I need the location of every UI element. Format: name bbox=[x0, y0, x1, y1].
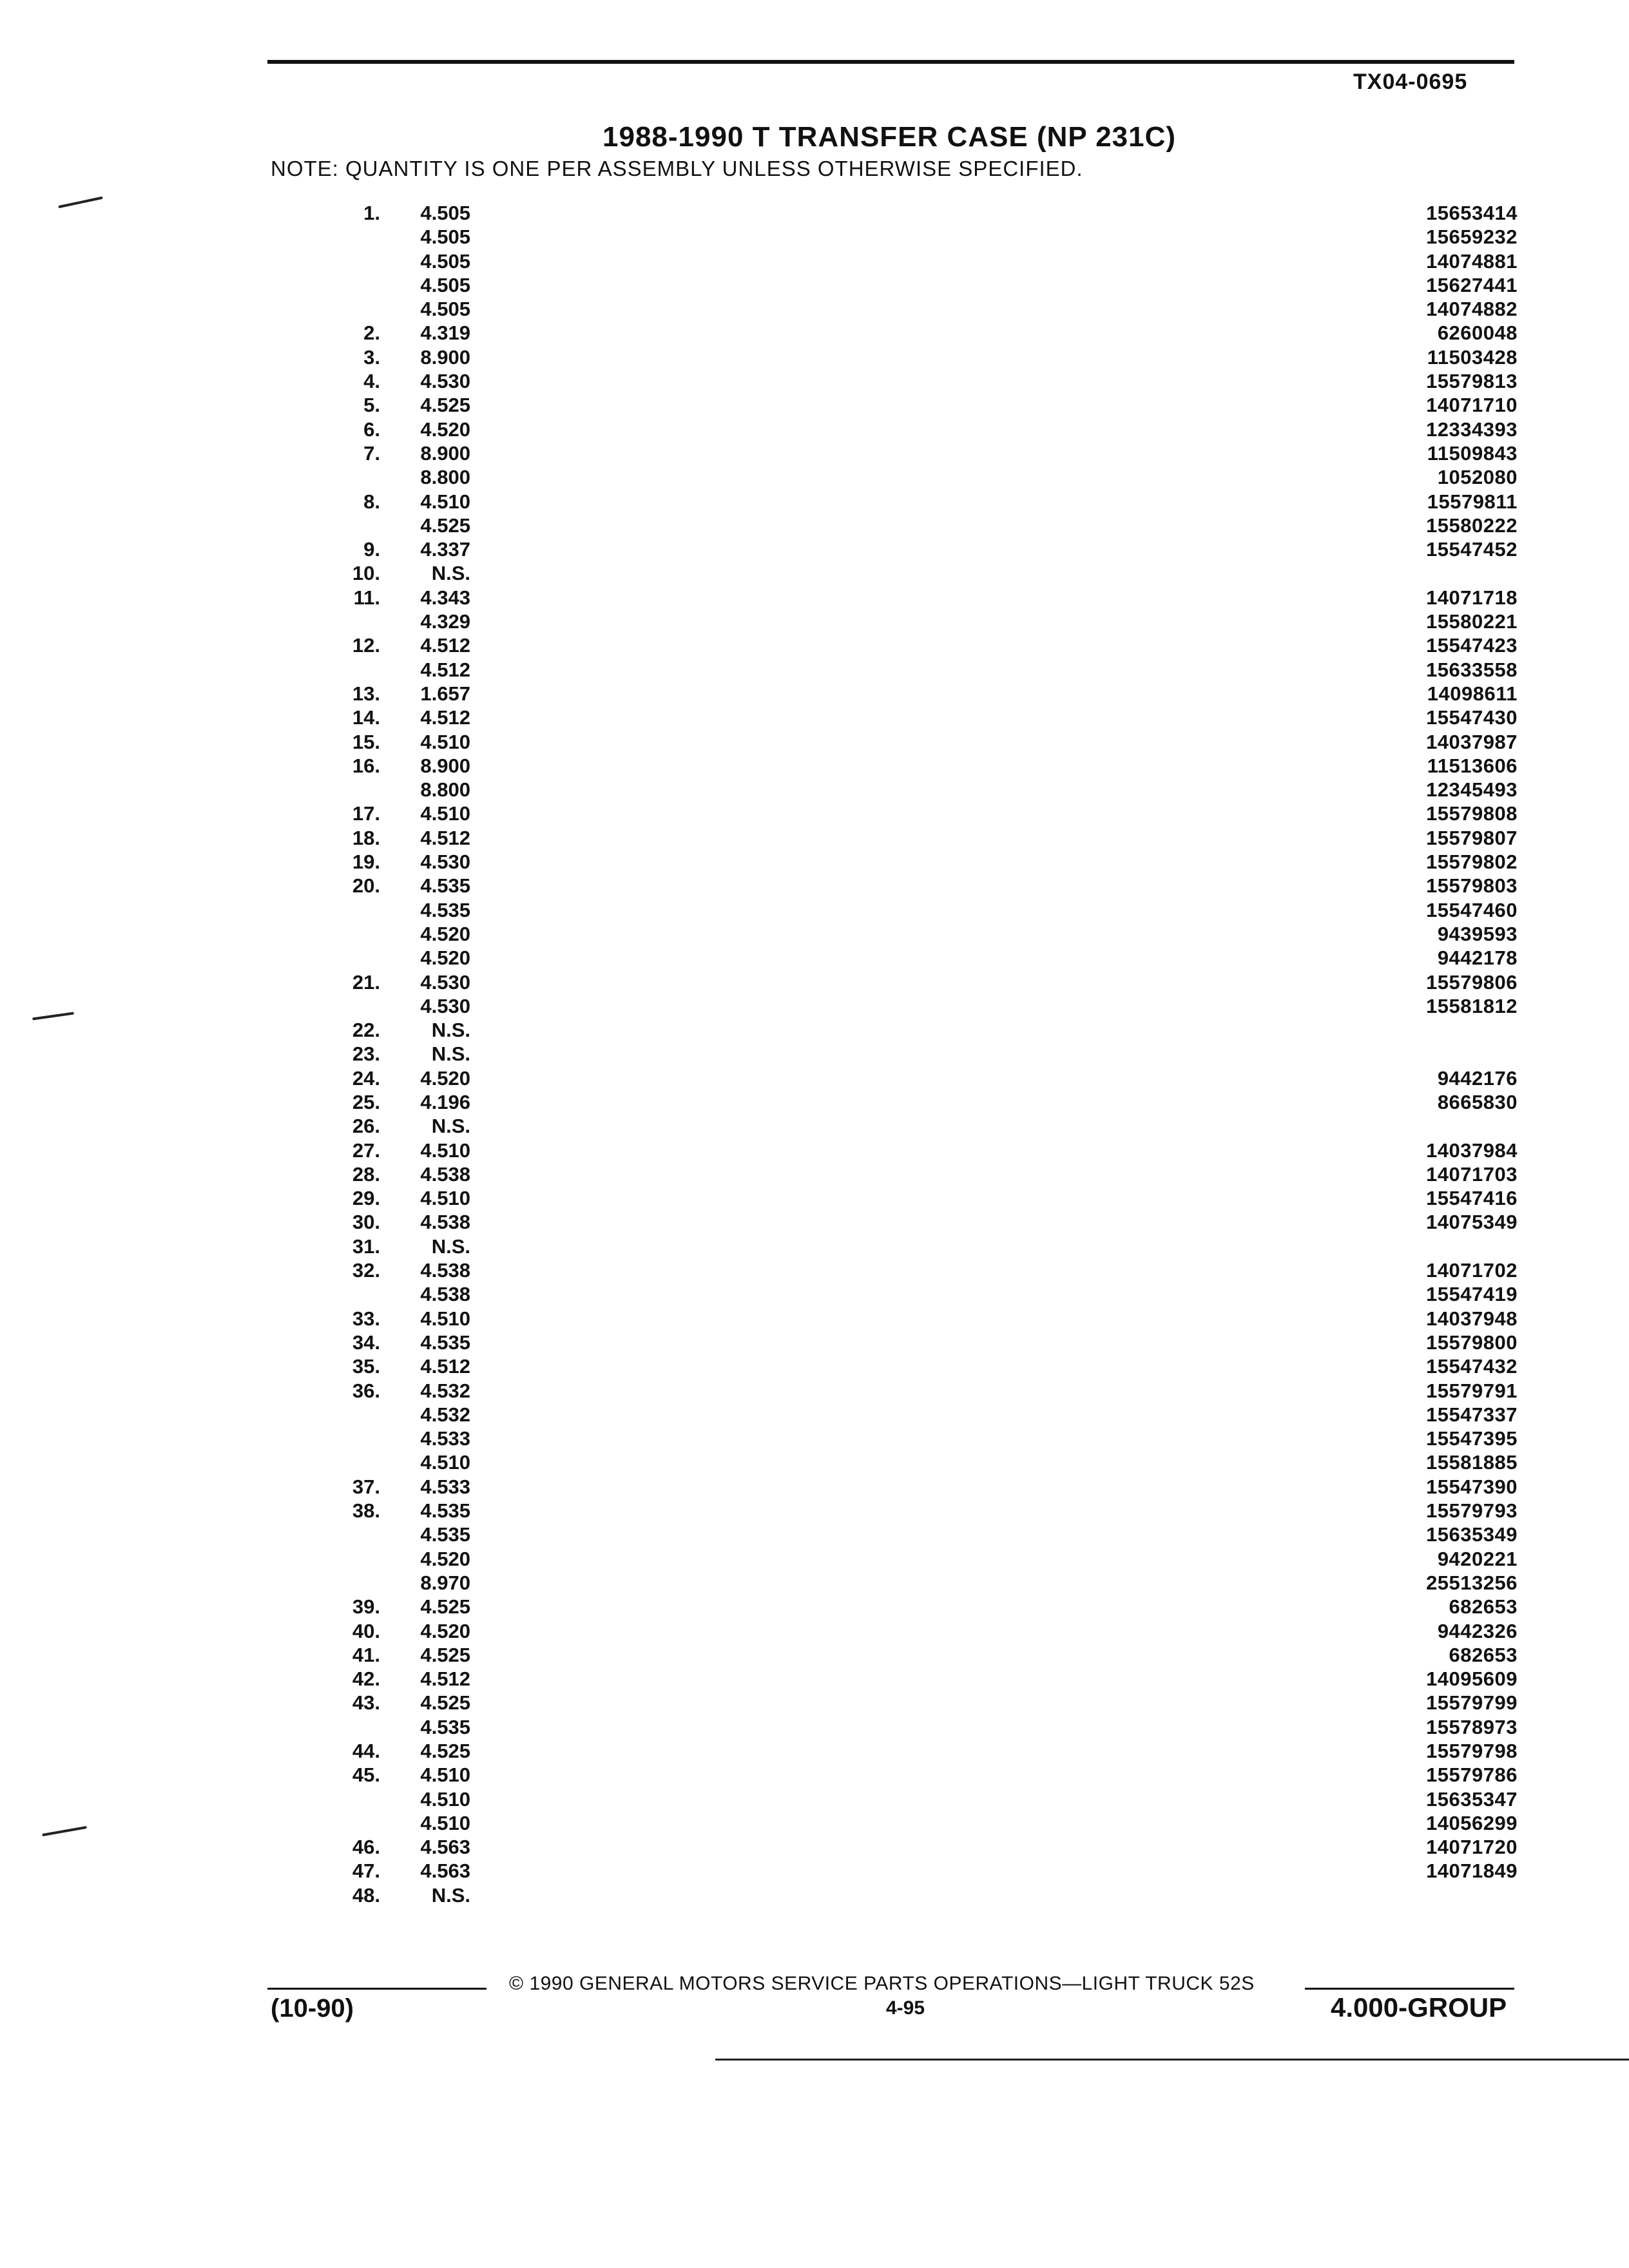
part-number: 15581812 bbox=[1426, 994, 1518, 1017]
group-number: 8.970 bbox=[420, 1571, 470, 1594]
part-row bbox=[0, 1427, 1629, 1450]
group-number: 4.512 bbox=[420, 706, 470, 729]
group-number: 8.800 bbox=[420, 466, 470, 489]
part-row bbox=[0, 1499, 1629, 1523]
part-number: 9439593 bbox=[1437, 922, 1518, 945]
part-number: 15580222 bbox=[1426, 514, 1518, 537]
part-number: 12345493 bbox=[1426, 778, 1518, 802]
group-number: 4.533 bbox=[420, 1427, 470, 1450]
part-row bbox=[0, 273, 1629, 297]
part-number: 14037984 bbox=[1426, 1139, 1518, 1162]
part-number: 15547419 bbox=[1426, 1283, 1518, 1306]
group-number: 4.512 bbox=[420, 658, 470, 681]
part-number: 9442326 bbox=[1437, 1619, 1518, 1642]
group-label: 4.000-GROUP bbox=[1331, 1992, 1507, 2023]
part-row bbox=[0, 465, 1629, 489]
part-number: 15579791 bbox=[1426, 1379, 1518, 1402]
group-number: 4.535 bbox=[420, 1331, 470, 1354]
part-row bbox=[0, 1114, 1629, 1138]
part-number: 15579811 bbox=[1427, 490, 1518, 513]
item-number: 40. bbox=[352, 1619, 380, 1642]
item-number: 48. bbox=[352, 1883, 380, 1907]
part-row bbox=[0, 754, 1629, 778]
part-number: 14098611 bbox=[1427, 682, 1518, 705]
revision-date: (10-90) bbox=[271, 1994, 354, 2023]
item-number: 22. bbox=[352, 1019, 380, 1042]
part-number: 15579806 bbox=[1426, 970, 1518, 994]
group-number: N.S. bbox=[431, 1235, 470, 1258]
part-row bbox=[0, 1331, 1629, 1354]
part-number: 14071849 bbox=[1426, 1860, 1518, 1883]
part-number: 15579807 bbox=[1426, 826, 1518, 849]
part-number: 15580221 bbox=[1426, 610, 1518, 633]
part-number: 15547452 bbox=[1426, 538, 1518, 561]
group-number: 4.510 bbox=[420, 730, 470, 753]
part-row bbox=[0, 1715, 1629, 1739]
part-number: 14071718 bbox=[1426, 586, 1518, 609]
group-number: 4.530 bbox=[420, 850, 470, 874]
part-row bbox=[0, 1667, 1629, 1691]
item-number: 5. bbox=[363, 394, 380, 417]
part-row bbox=[0, 1018, 1629, 1042]
group-number: 8.800 bbox=[420, 778, 470, 802]
part-row bbox=[0, 633, 1629, 657]
group-number: 4.505 bbox=[420, 226, 470, 249]
part-row bbox=[0, 826, 1629, 850]
item-number: 24. bbox=[352, 1066, 380, 1090]
part-number: 15547390 bbox=[1426, 1475, 1518, 1498]
part-row bbox=[0, 1066, 1629, 1090]
part-row bbox=[0, 586, 1629, 610]
part-number: 11503428 bbox=[1427, 345, 1518, 369]
part-number: 8665830 bbox=[1437, 1090, 1518, 1113]
group-number: 4.520 bbox=[420, 1547, 470, 1570]
item-number: 9. bbox=[363, 538, 380, 561]
group-number: 4.520 bbox=[420, 1619, 470, 1642]
part-row bbox=[0, 658, 1629, 682]
part-number: 15547423 bbox=[1426, 634, 1518, 657]
part-number: 14071720 bbox=[1426, 1836, 1518, 1859]
part-row bbox=[0, 1547, 1629, 1571]
group-number: 1.657 bbox=[420, 682, 470, 705]
group-number: 4.520 bbox=[420, 1066, 470, 1090]
item-number: 15. bbox=[352, 730, 380, 753]
part-number: 14074881 bbox=[1426, 249, 1518, 273]
part-number: 15547460 bbox=[1426, 898, 1518, 921]
part-row bbox=[0, 1139, 1629, 1162]
part-row bbox=[0, 1307, 1629, 1331]
copyright-text: © 1990 GENERAL MOTORS SERVICE PARTS OPERATIONS—LIGHT TRUCK 52S bbox=[509, 1973, 1255, 1994]
part-number: 682653 bbox=[1449, 1595, 1518, 1619]
part-row bbox=[0, 249, 1629, 273]
group-number: 4.505 bbox=[420, 273, 470, 296]
group-number: 4.525 bbox=[420, 514, 470, 537]
part-number: 1052080 bbox=[1437, 466, 1518, 489]
item-number: 30. bbox=[352, 1211, 380, 1234]
part-row bbox=[0, 610, 1629, 633]
item-number: 28. bbox=[352, 1162, 380, 1186]
part-row bbox=[0, 1186, 1629, 1210]
group-number: 4.538 bbox=[420, 1259, 470, 1282]
part-number: 15635347 bbox=[1426, 1787, 1518, 1811]
item-number: 35. bbox=[352, 1355, 380, 1378]
part-row bbox=[0, 345, 1629, 369]
part-number: 15633558 bbox=[1426, 658, 1518, 681]
part-row bbox=[0, 1763, 1629, 1787]
part-number: 9420221 bbox=[1437, 1547, 1518, 1570]
part-number: 6260048 bbox=[1437, 322, 1518, 345]
group-number: 4.510 bbox=[420, 1187, 470, 1210]
group-number: 8.900 bbox=[420, 754, 470, 777]
group-number: 4.329 bbox=[420, 610, 470, 633]
group-number: 4.535 bbox=[420, 1499, 470, 1523]
group-number: 4.510 bbox=[420, 1451, 470, 1474]
part-number: 15635349 bbox=[1426, 1523, 1518, 1546]
item-number: 23. bbox=[352, 1043, 380, 1066]
part-number: 15579798 bbox=[1426, 1740, 1518, 1762]
group-number: 4.196 bbox=[420, 1090, 470, 1113]
part-number: 11509843 bbox=[1427, 441, 1518, 465]
group-number: 4.532 bbox=[420, 1403, 470, 1426]
part-row bbox=[0, 802, 1629, 825]
group-number: 4.510 bbox=[420, 1139, 470, 1162]
part-row bbox=[0, 730, 1629, 754]
part-number: 15547416 bbox=[1426, 1187, 1518, 1210]
part-row bbox=[0, 1571, 1629, 1595]
group-number: 4.563 bbox=[420, 1836, 470, 1859]
group-number: 4.505 bbox=[420, 202, 470, 224]
part-number: 9442176 bbox=[1437, 1066, 1518, 1090]
group-number: 4.538 bbox=[420, 1211, 470, 1234]
part-number: 682653 bbox=[1449, 1643, 1518, 1666]
group-number: 4.525 bbox=[420, 394, 470, 417]
group-number: 4.505 bbox=[420, 249, 470, 273]
part-number: 15579793 bbox=[1426, 1499, 1518, 1523]
item-number: 13. bbox=[352, 682, 380, 705]
parts-list bbox=[0, 201, 1629, 1907]
part-row bbox=[0, 1282, 1629, 1306]
part-number: 15579802 bbox=[1426, 850, 1518, 874]
part-number: 15579813 bbox=[1426, 370, 1518, 393]
item-number: 37. bbox=[352, 1475, 380, 1498]
item-number: 25. bbox=[352, 1090, 380, 1113]
part-row bbox=[0, 1739, 1629, 1763]
part-number: 14074882 bbox=[1426, 298, 1518, 321]
group-number: 4.530 bbox=[420, 370, 470, 393]
part-row bbox=[0, 1090, 1629, 1114]
part-row bbox=[0, 970, 1629, 994]
part-row bbox=[0, 850, 1629, 874]
part-row bbox=[0, 994, 1629, 1018]
quantity-note: NOTE: QUANTITY IS ONE PER ASSEMBLY UNLESS OTHERWISE SPECIFIED. bbox=[271, 157, 1083, 180]
part-row bbox=[0, 1258, 1629, 1282]
group-number: N.S. bbox=[431, 1043, 470, 1066]
part-number: 15579800 bbox=[1426, 1331, 1518, 1354]
part-row bbox=[0, 898, 1629, 922]
group-number: 4.520 bbox=[420, 922, 470, 945]
part-row bbox=[0, 1354, 1629, 1378]
part-row bbox=[0, 1475, 1629, 1499]
part-row bbox=[0, 874, 1629, 898]
part-row bbox=[0, 1235, 1629, 1258]
group-number: 4.520 bbox=[420, 947, 470, 970]
group-number: 4.533 bbox=[420, 1475, 470, 1498]
part-number: 15579786 bbox=[1426, 1763, 1518, 1787]
item-number: 16. bbox=[352, 754, 380, 777]
bottom-rule bbox=[715, 2059, 1629, 2061]
part-row bbox=[0, 1523, 1629, 1546]
part-row bbox=[0, 201, 1629, 225]
group-number: 4.520 bbox=[420, 418, 470, 441]
part-number: 11513606 bbox=[1427, 754, 1518, 777]
part-number: 15579799 bbox=[1426, 1691, 1518, 1715]
part-row bbox=[0, 946, 1629, 970]
item-number: 19. bbox=[352, 850, 380, 874]
group-number: 4.319 bbox=[420, 322, 470, 345]
item-number: 34. bbox=[352, 1331, 380, 1354]
group-number: 8.900 bbox=[420, 345, 470, 369]
group-number: 4.510 bbox=[420, 1763, 470, 1787]
part-number: 15547430 bbox=[1426, 706, 1518, 729]
part-row bbox=[0, 1450, 1629, 1474]
group-number: 4.512 bbox=[420, 1355, 470, 1378]
part-number: 25513256 bbox=[1426, 1571, 1518, 1594]
group-number: 4.510 bbox=[420, 1307, 470, 1330]
group-number: 4.510 bbox=[420, 1787, 470, 1811]
part-number: 14056299 bbox=[1426, 1811, 1518, 1834]
item-number: 20. bbox=[352, 874, 380, 898]
group-number: 4.535 bbox=[420, 874, 470, 898]
group-number: 4.337 bbox=[420, 538, 470, 561]
group-number: 4.535 bbox=[420, 1523, 470, 1546]
part-row bbox=[0, 1787, 1629, 1811]
part-number: 15579803 bbox=[1426, 874, 1518, 898]
item-number: 6. bbox=[363, 418, 380, 441]
item-number: 4. bbox=[363, 370, 380, 393]
part-row bbox=[0, 1811, 1629, 1835]
group-number: 4.510 bbox=[420, 490, 470, 513]
item-number: 2. bbox=[363, 322, 380, 345]
group-number: 4.512 bbox=[420, 634, 470, 657]
part-number: 14071710 bbox=[1426, 394, 1518, 417]
item-number: 14. bbox=[352, 706, 380, 729]
part-row bbox=[0, 490, 1629, 514]
group-number: 4.535 bbox=[420, 898, 470, 921]
item-number: 7. bbox=[363, 441, 380, 465]
group-number: 8.900 bbox=[420, 441, 470, 465]
part-row bbox=[0, 1691, 1629, 1715]
part-row bbox=[0, 297, 1629, 321]
part-row bbox=[0, 225, 1629, 249]
part-number: 9442178 bbox=[1437, 947, 1518, 970]
part-number: 15659232 bbox=[1426, 226, 1518, 249]
item-number: 32. bbox=[352, 1259, 380, 1282]
item-number: 12. bbox=[352, 634, 380, 657]
group-number: 4.532 bbox=[420, 1379, 470, 1402]
group-number: 4.530 bbox=[420, 970, 470, 994]
part-number: 14071702 bbox=[1426, 1259, 1518, 1282]
item-number: 18. bbox=[352, 826, 380, 849]
part-row bbox=[0, 514, 1629, 537]
part-number: 15579808 bbox=[1426, 802, 1518, 825]
part-row bbox=[0, 922, 1629, 946]
item-number: 3. bbox=[363, 345, 380, 369]
item-number: 36. bbox=[352, 1379, 380, 1402]
part-row bbox=[0, 1835, 1629, 1859]
group-number: 4.505 bbox=[420, 298, 470, 321]
item-number: 10. bbox=[352, 562, 380, 585]
part-number: 14037987 bbox=[1426, 730, 1518, 753]
group-number: 4.512 bbox=[420, 1667, 470, 1691]
group-number: 4.535 bbox=[420, 1715, 470, 1738]
group-number: 4.530 bbox=[420, 994, 470, 1017]
part-row bbox=[0, 1859, 1629, 1883]
page-title: 1988-1990 T TRANSFER CASE (NP 231C) bbox=[602, 121, 1177, 153]
item-number: 29. bbox=[352, 1187, 380, 1210]
group-number: N.S. bbox=[431, 1115, 470, 1138]
part-row bbox=[0, 1619, 1629, 1643]
part-number: 14071703 bbox=[1426, 1162, 1518, 1186]
item-number: 8. bbox=[363, 490, 380, 513]
group-number: 4.343 bbox=[420, 586, 470, 609]
item-number: 45. bbox=[352, 1763, 380, 1787]
page-number: 4-95 bbox=[886, 1997, 925, 2019]
group-number: 4.525 bbox=[420, 1740, 470, 1762]
part-number: 14095609 bbox=[1426, 1667, 1518, 1691]
item-number: 41. bbox=[352, 1643, 380, 1666]
item-number: 31. bbox=[352, 1235, 380, 1258]
item-number: 47. bbox=[352, 1860, 380, 1883]
part-row bbox=[0, 778, 1629, 802]
group-number: 4.525 bbox=[420, 1595, 470, 1619]
part-number: 14037948 bbox=[1426, 1307, 1518, 1330]
part-number: 12334393 bbox=[1426, 418, 1518, 441]
part-row bbox=[0, 1042, 1629, 1066]
footer-rule bbox=[267, 1988, 487, 1990]
part-row bbox=[0, 418, 1629, 441]
group-number: 4.510 bbox=[420, 1811, 470, 1834]
item-number: 11. bbox=[353, 586, 380, 609]
group-number: 4.563 bbox=[420, 1860, 470, 1883]
part-number: 15581885 bbox=[1426, 1451, 1518, 1474]
item-number: 44. bbox=[352, 1740, 380, 1762]
part-row bbox=[0, 441, 1629, 465]
part-row bbox=[0, 561, 1629, 585]
document-id: TX04-0695 bbox=[1353, 70, 1468, 94]
part-row bbox=[0, 706, 1629, 729]
part-row bbox=[0, 393, 1629, 417]
item-number: 46. bbox=[352, 1836, 380, 1859]
group-number: N.S. bbox=[431, 1019, 470, 1042]
group-number: N.S. bbox=[431, 562, 470, 585]
group-number: 4.525 bbox=[420, 1691, 470, 1715]
part-number: 15547395 bbox=[1426, 1427, 1518, 1450]
item-number: 33. bbox=[352, 1307, 380, 1330]
group-number: 4.512 bbox=[420, 826, 470, 849]
item-number: 27. bbox=[352, 1139, 380, 1162]
part-row bbox=[0, 682, 1629, 706]
part-number: 15653414 bbox=[1426, 202, 1518, 224]
part-row bbox=[0, 1403, 1629, 1427]
part-number: 15547337 bbox=[1426, 1403, 1518, 1426]
item-number: 38. bbox=[352, 1499, 380, 1523]
group-number: 4.538 bbox=[420, 1283, 470, 1306]
top-rule bbox=[267, 60, 1514, 64]
part-row bbox=[0, 537, 1629, 561]
part-row bbox=[0, 321, 1629, 345]
item-number: 43. bbox=[352, 1691, 380, 1715]
item-number: 26. bbox=[352, 1115, 380, 1138]
item-number: 17. bbox=[352, 802, 380, 825]
footer-rule bbox=[1305, 1988, 1514, 1990]
item-number: 21. bbox=[352, 970, 380, 994]
part-row bbox=[0, 1595, 1629, 1619]
part-number: 15627441 bbox=[1426, 273, 1518, 296]
part-row bbox=[0, 1210, 1629, 1234]
part-row bbox=[0, 1379, 1629, 1403]
part-number: 15547432 bbox=[1426, 1355, 1518, 1378]
group-number: 4.510 bbox=[420, 802, 470, 825]
item-number: 42. bbox=[352, 1667, 380, 1691]
part-row bbox=[0, 1643, 1629, 1667]
group-number: N.S. bbox=[431, 1883, 470, 1907]
part-row bbox=[0, 1883, 1629, 1907]
item-number: 39. bbox=[352, 1595, 380, 1619]
item-number: 1. bbox=[363, 202, 380, 224]
part-row bbox=[0, 1162, 1629, 1186]
group-number: 4.538 bbox=[420, 1162, 470, 1186]
group-number: 4.525 bbox=[420, 1643, 470, 1666]
part-number: 14075349 bbox=[1426, 1211, 1518, 1234]
part-number: 15578973 bbox=[1426, 1715, 1518, 1738]
part-row bbox=[0, 369, 1629, 393]
